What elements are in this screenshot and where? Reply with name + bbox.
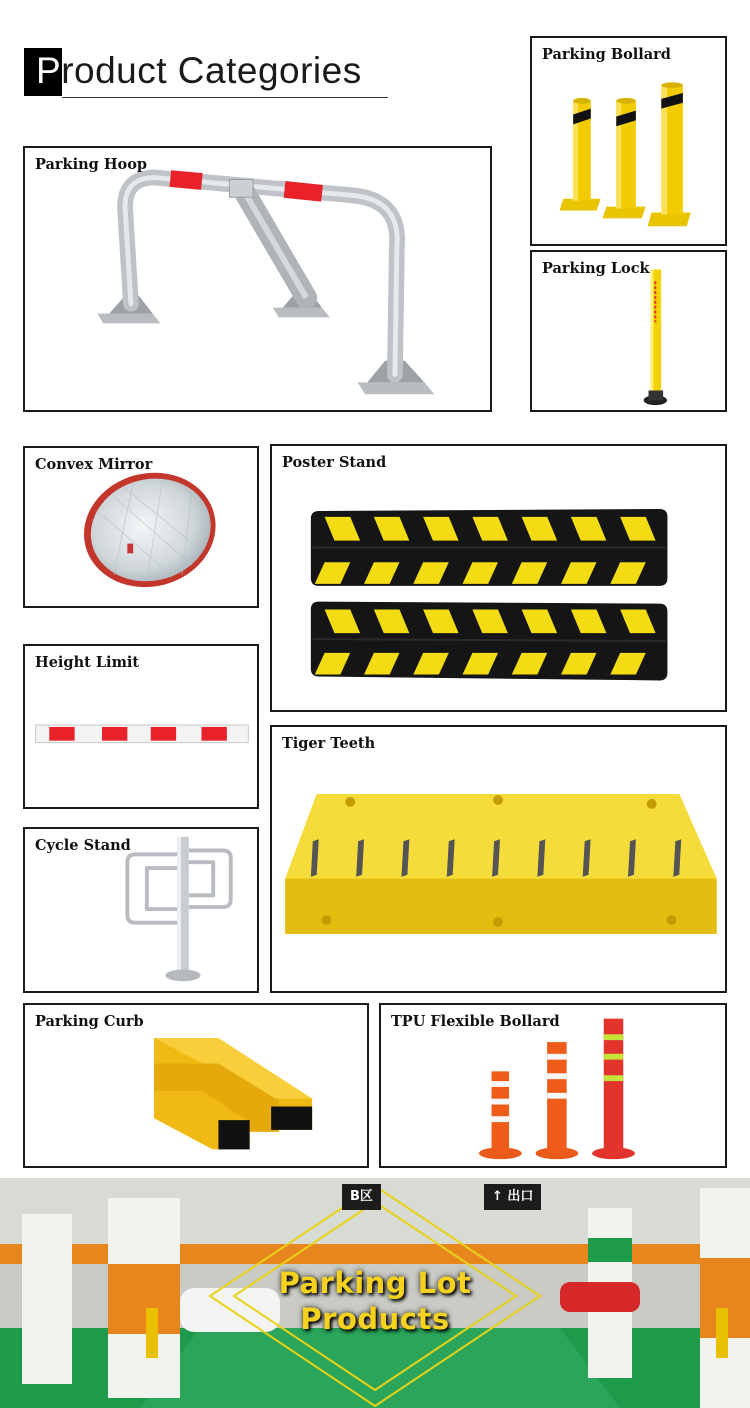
heading-underline xyxy=(62,97,388,98)
category-label: Poster Stand xyxy=(282,454,387,471)
category-card-parking-curb[interactable] xyxy=(23,1003,369,1168)
section-heading xyxy=(24,46,388,100)
category-card-parking-lock[interactable] xyxy=(530,250,727,412)
exit-sign: ↑ 出口 xyxy=(484,1184,541,1210)
parking-bollard-image xyxy=(532,38,725,244)
category-card-parking-bollard[interactable] xyxy=(530,36,727,246)
category-label: Convex Mirror xyxy=(35,456,153,473)
category-card-tiger-teeth[interactable] xyxy=(270,725,727,993)
tiger-teeth-image xyxy=(272,727,725,991)
category-label: TPU Flexible Bollard xyxy=(391,1013,560,1030)
category-label: Parking Lock xyxy=(542,260,650,277)
banner-title-line1: Parking Lot xyxy=(278,1266,472,1300)
category-label: Tiger Teeth xyxy=(282,735,376,752)
parking-lot-banner xyxy=(0,1178,750,1408)
poster-stand-image xyxy=(272,446,725,710)
category-card-height-limit[interactable] xyxy=(23,644,259,809)
category-card-convex-mirror[interactable] xyxy=(23,446,259,608)
category-card-cycle-stand[interactable] xyxy=(23,827,259,993)
category-card-tpu-flexible-bollard[interactable] xyxy=(379,1003,727,1168)
category-label: Cycle Stand xyxy=(35,837,131,854)
banner-title-line2: Products xyxy=(300,1302,450,1336)
category-label: Parking Hoop xyxy=(35,156,148,173)
category-label: Parking Bollard xyxy=(542,46,671,63)
zone-sign: B区 xyxy=(342,1184,381,1210)
page-title: Product Categories xyxy=(36,50,362,91)
category-card-poster-stand[interactable] xyxy=(270,444,727,712)
category-label: Parking Curb xyxy=(35,1013,144,1030)
parking-hoop-image xyxy=(25,148,490,410)
category-label: Height Limit xyxy=(35,654,140,671)
category-card-parking-hoop[interactable] xyxy=(23,146,492,412)
